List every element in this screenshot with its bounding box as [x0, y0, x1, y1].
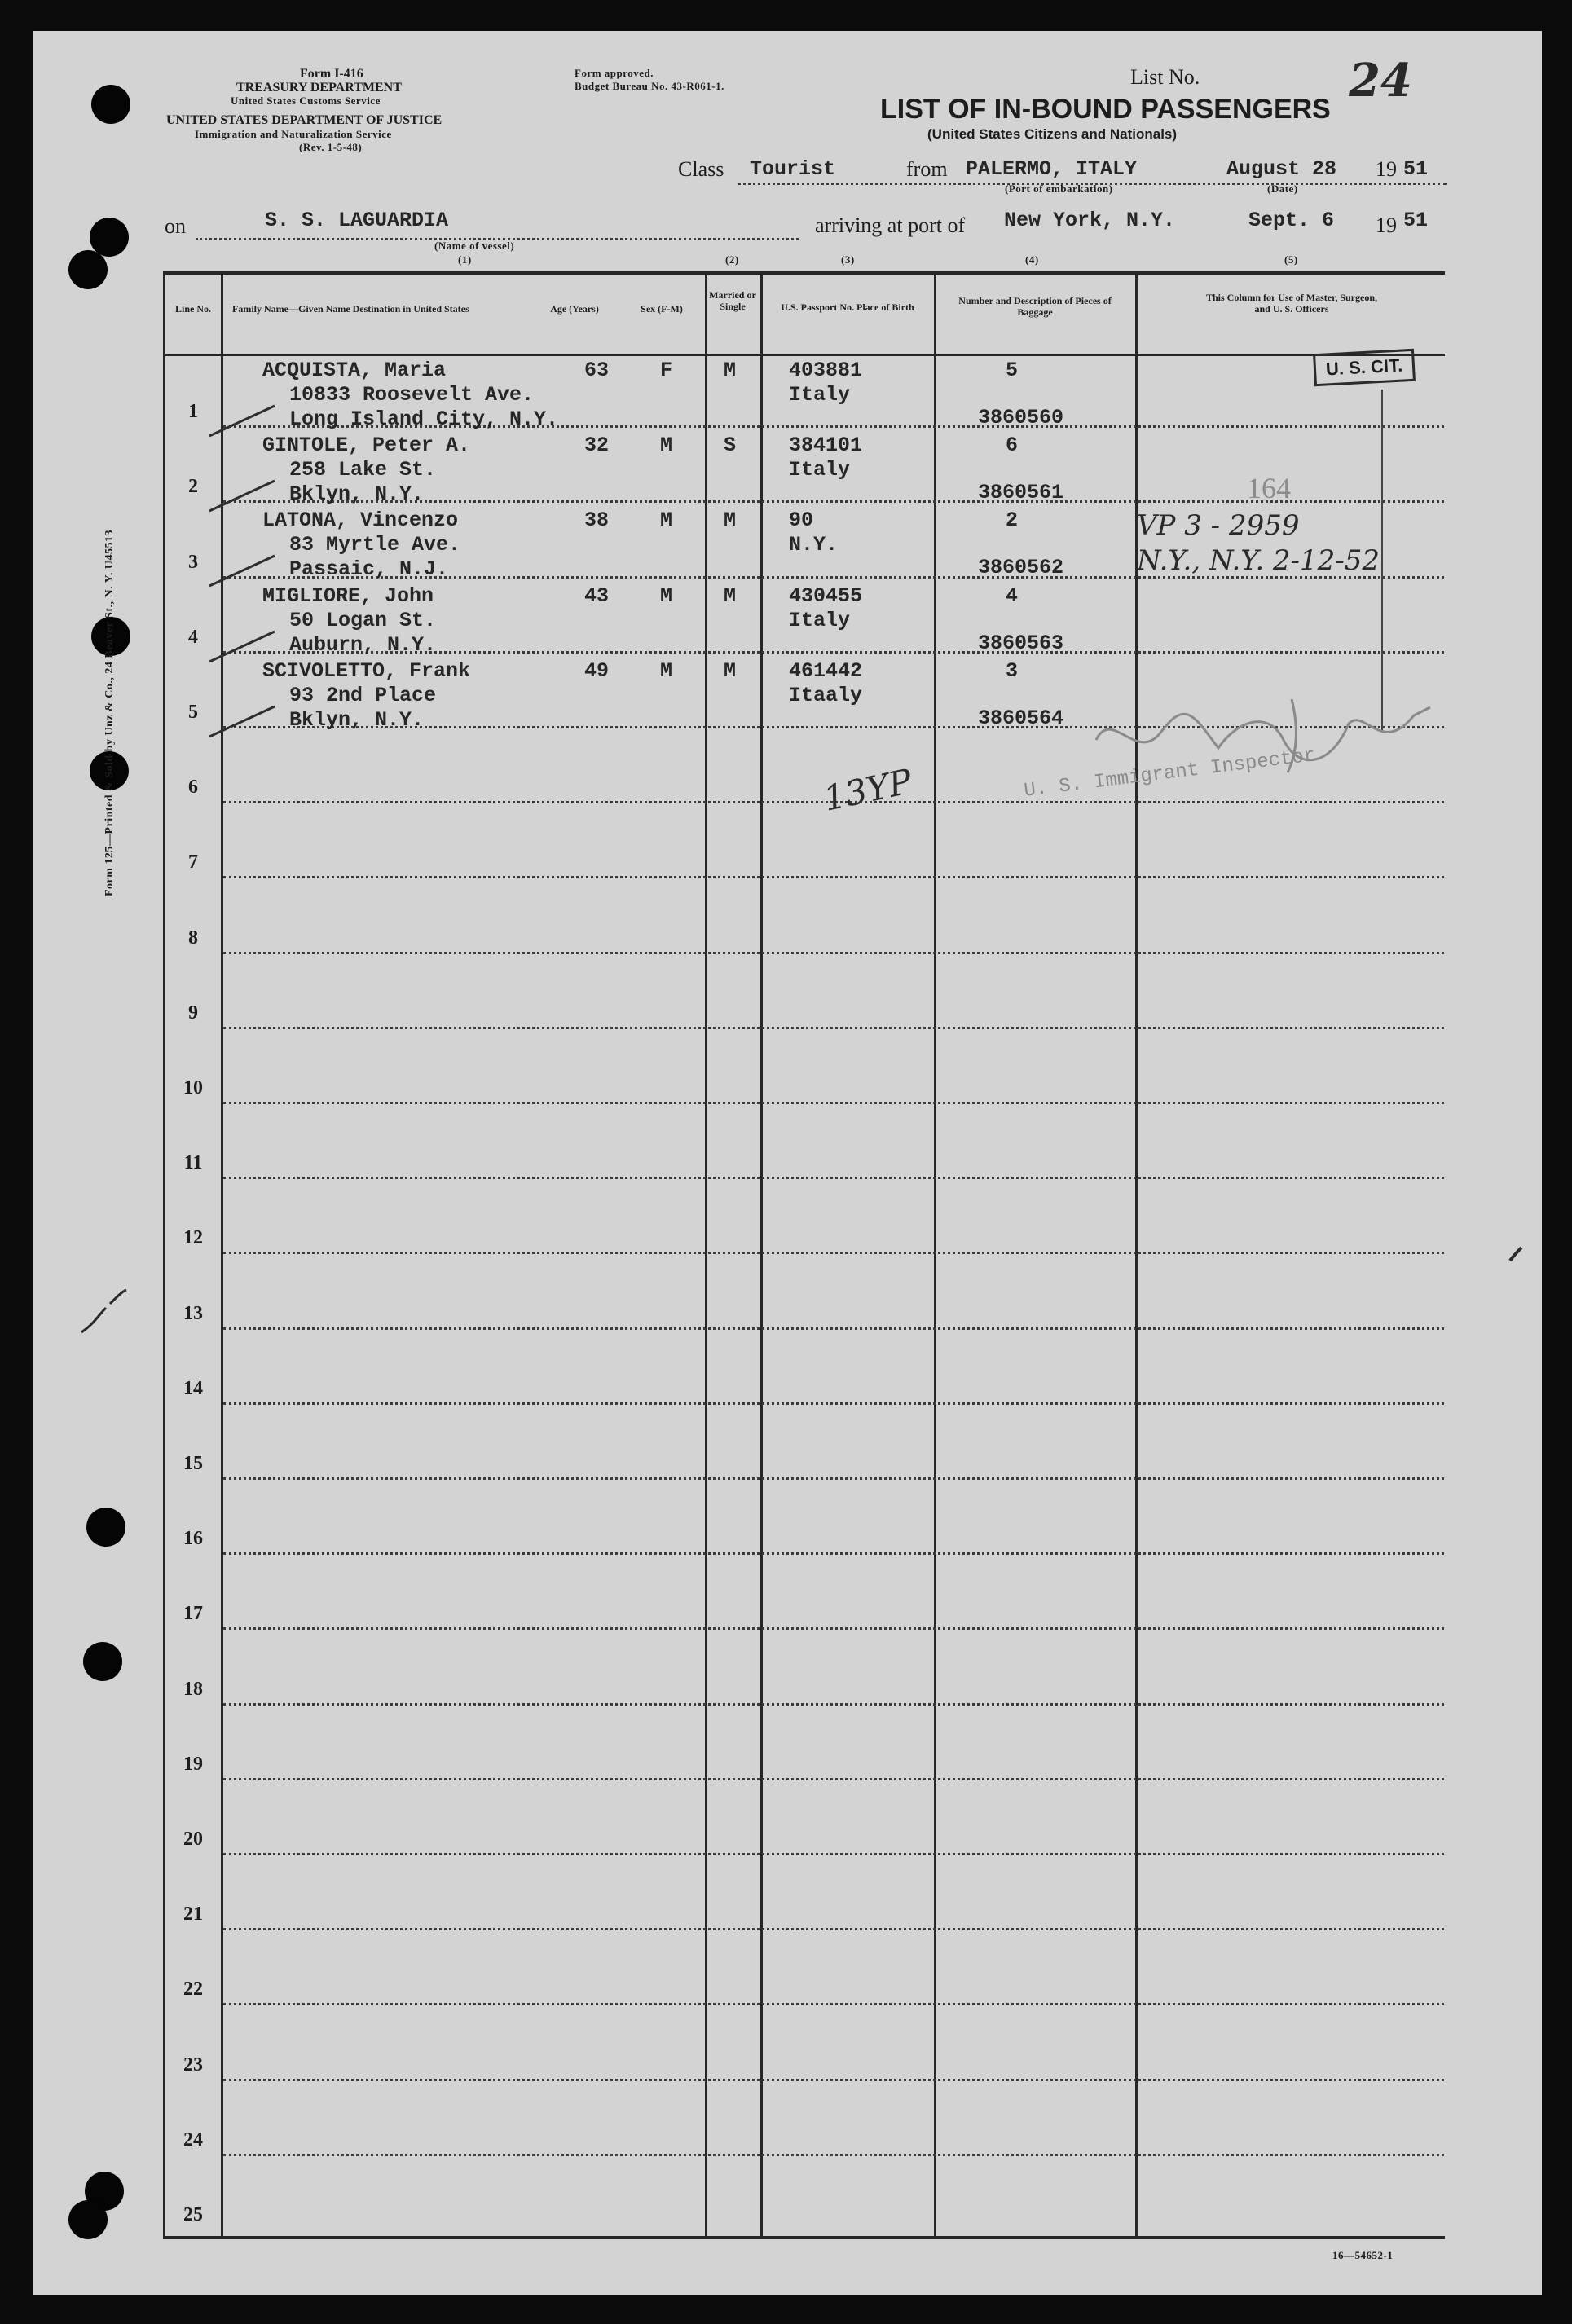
punch-hole	[68, 2200, 108, 2239]
baggage-number: 3860561	[978, 481, 1064, 505]
line-number: 25	[183, 2204, 203, 2225]
port-caption: (Port of embarkation)	[1005, 183, 1113, 195]
line-number: 14	[183, 1377, 203, 1399]
ins-label: Immigration and Naturalization Service	[195, 128, 392, 140]
line-number: 10	[183, 1077, 203, 1098]
passenger-street: 50 Logan St.	[289, 608, 437, 632]
baggage-count: 6	[1006, 434, 1019, 458]
col-num-4: (4)	[1025, 253, 1039, 266]
col-rule	[760, 271, 763, 2239]
passport-number: 430455	[789, 583, 863, 608]
row-divider	[223, 1703, 1444, 1706]
col-num-2: (2)	[725, 253, 739, 266]
passenger-age: 63	[584, 359, 610, 382]
line-number: 4	[188, 626, 198, 648]
passenger-sex: M	[660, 434, 673, 458]
passenger-street: 10833 Roosevelt Ave.	[289, 383, 535, 407]
line-number: 21	[183, 1904, 203, 1926]
passenger-name: LATONA, Vincenzo	[262, 508, 459, 533]
passenger-marital-status: M	[724, 359, 737, 382]
passenger-marital-status: S	[724, 434, 737, 458]
class-value: Tourist	[750, 157, 836, 181]
birth-place: Italy	[789, 608, 851, 632]
line-number: 5	[188, 702, 198, 723]
side-print: Form 125—Printed & Sold by Unz & Co., 24 Beaver St., N. Y. U45513	[103, 529, 116, 896]
form-number: Form I-416	[300, 67, 363, 81]
page-title: LIST OF IN-BOUND PASSENGERS	[880, 94, 1331, 125]
row-divider	[223, 1327, 1444, 1330]
table-top-rule	[163, 271, 1445, 275]
passenger-street: 83 Myrtle Ave.	[289, 533, 461, 557]
passenger-name: ACQUISTA, Maria	[262, 359, 447, 382]
passenger-age: 43	[584, 583, 610, 608]
row-divider	[223, 1177, 1444, 1179]
header-passport: U.S. Passport No. Place of Birth	[781, 302, 914, 313]
arrival-date: Sept. 6	[1248, 209, 1335, 232]
passenger-sex: M	[660, 508, 673, 533]
punch-hole	[83, 1642, 122, 1681]
row-divider	[223, 1853, 1444, 1855]
line-number: 9	[188, 1001, 198, 1023]
col-num-3: (3)	[841, 253, 855, 266]
list-no-value: 24	[1349, 54, 1412, 108]
col-num-5: (5)	[1284, 253, 1298, 266]
row-divider	[223, 1477, 1444, 1480]
baggage-number: 3860562	[978, 556, 1064, 580]
arrival-port: New York, N.Y.	[1004, 209, 1176, 232]
passenger-sex: M	[660, 583, 673, 608]
passenger-sex: M	[660, 658, 673, 683]
date-caption: (Date)	[1267, 183, 1298, 195]
line-number: 15	[183, 1453, 203, 1474]
row-divider	[223, 1627, 1444, 1630]
punch-hole	[86, 1508, 125, 1547]
baggage-number: 3860564	[978, 706, 1064, 730]
row-divider	[223, 2079, 1444, 2081]
check-stroke	[205, 700, 279, 741]
birth-place: Italy	[789, 383, 851, 407]
page-subtitle: (United States Citizens and Nationals)	[927, 126, 1178, 142]
on-label: on	[165, 214, 186, 238]
birth-place: Italy	[789, 458, 851, 482]
line-number: 23	[183, 2053, 203, 2075]
row-divider	[223, 1778, 1444, 1780]
margin-mark-right	[1504, 1243, 1528, 1267]
class-label: Class	[678, 157, 724, 181]
passenger-name: GINTOLE, Peter A.	[262, 434, 471, 458]
treasury-label: TREASURY DEPARTMENT	[236, 81, 402, 95]
line-number: 22	[183, 1978, 203, 2000]
punch-hole	[90, 218, 129, 257]
line-number: 20	[183, 1829, 203, 1850]
passenger-city: Bklyn, N.Y.	[289, 482, 425, 507]
line-number: 6	[188, 777, 198, 799]
baggage-count: 3	[1006, 658, 1019, 683]
vessel-underline	[196, 238, 799, 240]
initials: 13YP	[820, 761, 916, 819]
line-number: 8	[188, 927, 198, 949]
from-label: from	[906, 157, 948, 181]
vessel-name: S. S. LAGUARDIA	[265, 209, 449, 232]
line-number: 1	[188, 401, 198, 423]
punch-hole	[91, 85, 130, 124]
arrival-year-prefix: 19	[1376, 213, 1397, 237]
class-underline	[738, 183, 1447, 185]
passport-number: 90	[789, 508, 814, 533]
embark-port: PALERMO, ITALY	[966, 157, 1138, 181]
col-rule	[705, 271, 707, 2239]
header-baggage: Number and Description of Pieces of Baggage	[958, 295, 1112, 318]
line-number: 18	[183, 1678, 203, 1700]
passenger-street: 258 Lake St.	[289, 458, 437, 482]
row-divider	[223, 876, 1444, 878]
arriving-label: arriving at port of	[815, 213, 966, 237]
line-number: 13	[183, 1302, 203, 1324]
line-number: 3	[188, 551, 198, 573]
header-officers: This Column for Use of Master, Surgeon, and U. S. Officers	[1205, 292, 1377, 315]
passport-number: 384101	[789, 434, 863, 458]
passport-number: 403881	[789, 359, 863, 382]
vp-note: VP 3 - 2959	[1137, 509, 1300, 542]
us-cit-stamp: U. S. CIT.	[1313, 349, 1416, 386]
line-number: 2	[188, 476, 198, 498]
header-age: Age (Years)	[550, 303, 599, 315]
row-divider	[223, 1102, 1444, 1104]
year-prefix: 19	[1376, 157, 1397, 181]
inspector-stamp: U. S. Immigrant Inspector	[1023, 745, 1317, 803]
row-divider	[223, 952, 1444, 954]
line-number: 17	[183, 1603, 203, 1625]
margin-mark	[73, 1283, 130, 1340]
passenger-city: Auburn, N.Y.	[289, 632, 437, 657]
punch-hole	[68, 250, 108, 289]
row-divider	[223, 1027, 1444, 1029]
passenger-city: Long Island City, N.Y.	[289, 407, 559, 431]
justice-label: UNITED STATES DEPARTMENT OF JUSTICE	[166, 113, 443, 127]
customs-label: United States Customs Service	[231, 95, 381, 107]
header-married: Married or Single	[709, 289, 756, 312]
passenger-age: 32	[584, 434, 610, 458]
row-divider	[223, 1928, 1444, 1930]
passenger-city: Passaic, N.J.	[289, 557, 449, 582]
line-number: 16	[183, 1528, 203, 1550]
passenger-age: 49	[584, 658, 610, 683]
line-number: 11	[183, 1152, 203, 1174]
arrival-year: 51	[1403, 209, 1429, 232]
us-cit-bracket	[1381, 390, 1383, 732]
baggage-count: 5	[1006, 359, 1019, 382]
passenger-city: Bklyn, N.Y.	[289, 707, 425, 732]
baggage-number: 3860560	[978, 406, 1064, 429]
header-sex: Sex (F-M)	[641, 303, 683, 315]
passenger-marital-status: M	[724, 658, 737, 683]
birth-place: Itaaly	[789, 683, 863, 707]
row-divider	[223, 1402, 1444, 1405]
baggage-count: 4	[1006, 583, 1019, 608]
header-line-no: Line No.	[174, 303, 211, 315]
line-number: 7	[188, 852, 198, 874]
line-number: 12	[183, 1227, 203, 1249]
row-divider	[223, 1552, 1444, 1555]
line-number: 24	[183, 2128, 203, 2150]
table-left-rule	[163, 271, 165, 2239]
table-bottom-rule	[163, 2236, 1445, 2239]
footer-code: 16—54652-1	[1332, 2249, 1394, 2261]
line-number: 19	[183, 1753, 203, 1775]
year-value: 51	[1403, 157, 1429, 181]
form-approved: Form approved.	[575, 67, 654, 79]
budget-bureau: Budget Bureau No. 43-R061-1.	[575, 80, 724, 92]
col-rule	[934, 271, 936, 2239]
passenger-sex: F	[660, 359, 673, 382]
vessel-col-num: (1)	[458, 253, 472, 266]
row-divider	[223, 2003, 1444, 2005]
vessel-caption: (Name of vessel)	[434, 240, 515, 252]
row-divider	[223, 1252, 1444, 1254]
passenger-age: 38	[584, 508, 610, 533]
passport-number: 461442	[789, 658, 863, 683]
inspector-signature	[1088, 691, 1447, 781]
revision-label: (Rev. 1-5-48)	[299, 141, 363, 153]
list-no-label: List No.	[1130, 65, 1200, 89]
header-name: Family Name—Given Name Destination in United States	[232, 303, 469, 315]
header-bottom-rule	[163, 354, 1445, 356]
ny-date-note: N.Y., N.Y. 2-12-52	[1137, 544, 1380, 577]
departure-date: August 28	[1226, 157, 1337, 181]
birth-place: N.Y.	[789, 533, 839, 557]
passenger-marital-status: M	[724, 508, 737, 533]
baggage-count: 2	[1006, 508, 1019, 533]
row-divider	[223, 2154, 1444, 2156]
passenger-name: MIGLIORE, John	[262, 583, 434, 608]
baggage-number: 3860563	[978, 631, 1064, 655]
stamp-number: 164	[1247, 472, 1291, 504]
passenger-street: 93 2nd Place	[289, 683, 437, 707]
passenger-marital-status: M	[724, 583, 737, 608]
passenger-name: SCIVOLETTO, Frank	[262, 658, 471, 683]
